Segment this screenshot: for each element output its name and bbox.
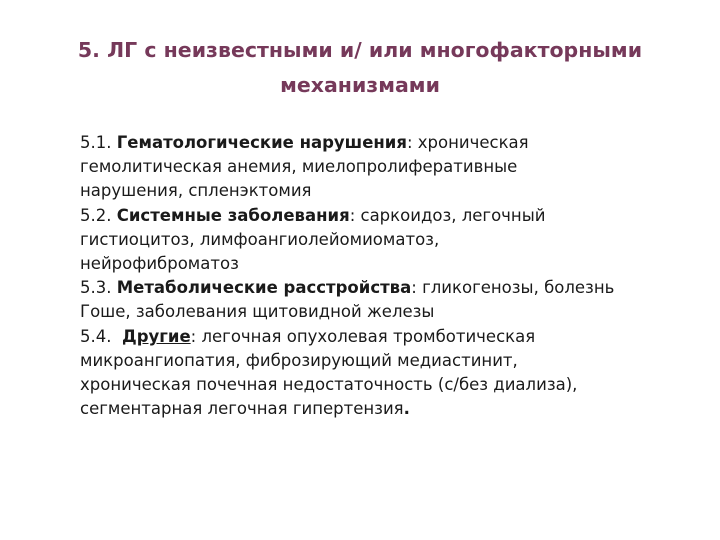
- item-text-line: нейрофиброматоз: [80, 254, 239, 274]
- item-term: Гематологические нарушения: [116, 133, 407, 152]
- item-text-line: Гоше, заболевания щитовидной железы: [80, 302, 435, 322]
- slide-title-line-1: 5. ЛГ с неизвестными и/ или многофакторными: [77, 38, 643, 62]
- item-number: 5.3.: [80, 278, 112, 298]
- slide-title: [40, 33, 680, 103]
- item-text: хроническая: [417, 133, 529, 152]
- item-text-line-last: [80, 397, 690, 421]
- list-item-5-4: [80, 325, 690, 422]
- item-term: Системные заболевания: [116, 205, 350, 225]
- list-item-first-line: 5.3. Метаболические расстройства: гликогенозы, болезнь: [80, 278, 615, 298]
- item-text: легочная опухолевая тромботическая: [201, 326, 536, 346]
- list-item-5-3: [80, 276, 690, 324]
- list-item-first-line: 5.2. Системные заболевания: саркоидоз, легочный: [80, 205, 546, 225]
- list-item-5-1: [80, 131, 690, 204]
- item-text: сегментарная легочная гипертензия: [80, 399, 404, 419]
- slide-body: [80, 131, 690, 421]
- item-number: 5.4.: [80, 326, 112, 346]
- item-text-line: микроангиопатия, фиброзирующий медиастинит,: [80, 350, 518, 370]
- item-term: Другие: [122, 326, 191, 346]
- item-term: Метаболические расстройства: [116, 278, 412, 298]
- item-number: 5.1.: [80, 133, 112, 152]
- list-item-first-line: 5.1. Гематологические нарушения: хроническая: [80, 133, 529, 152]
- item-number: 5.2.: [80, 205, 112, 225]
- item-text: гликогенозы, болезнь: [422, 278, 615, 298]
- item-text-line: гистиоцитоз, лимфоангиолейомиоматоз,: [80, 229, 440, 249]
- list-item-5-2: [80, 204, 690, 277]
- item-text: саркоидоз, легочный: [360, 205, 546, 225]
- item-text-line: хроническая почечная недостаточность (с/без диализа),: [80, 375, 578, 395]
- list-item-first-line: 5.4. Другие: легочная опухолевая тромботическая: [80, 326, 536, 346]
- item-text-line: гемолитическая анемия, миелопролиферативные: [80, 157, 518, 177]
- item-text-line: нарушения, спленэктомия: [80, 181, 312, 201]
- item-end-punctuation: .: [403, 399, 410, 419]
- slide-title-line-2: механизмами: [280, 73, 440, 97]
